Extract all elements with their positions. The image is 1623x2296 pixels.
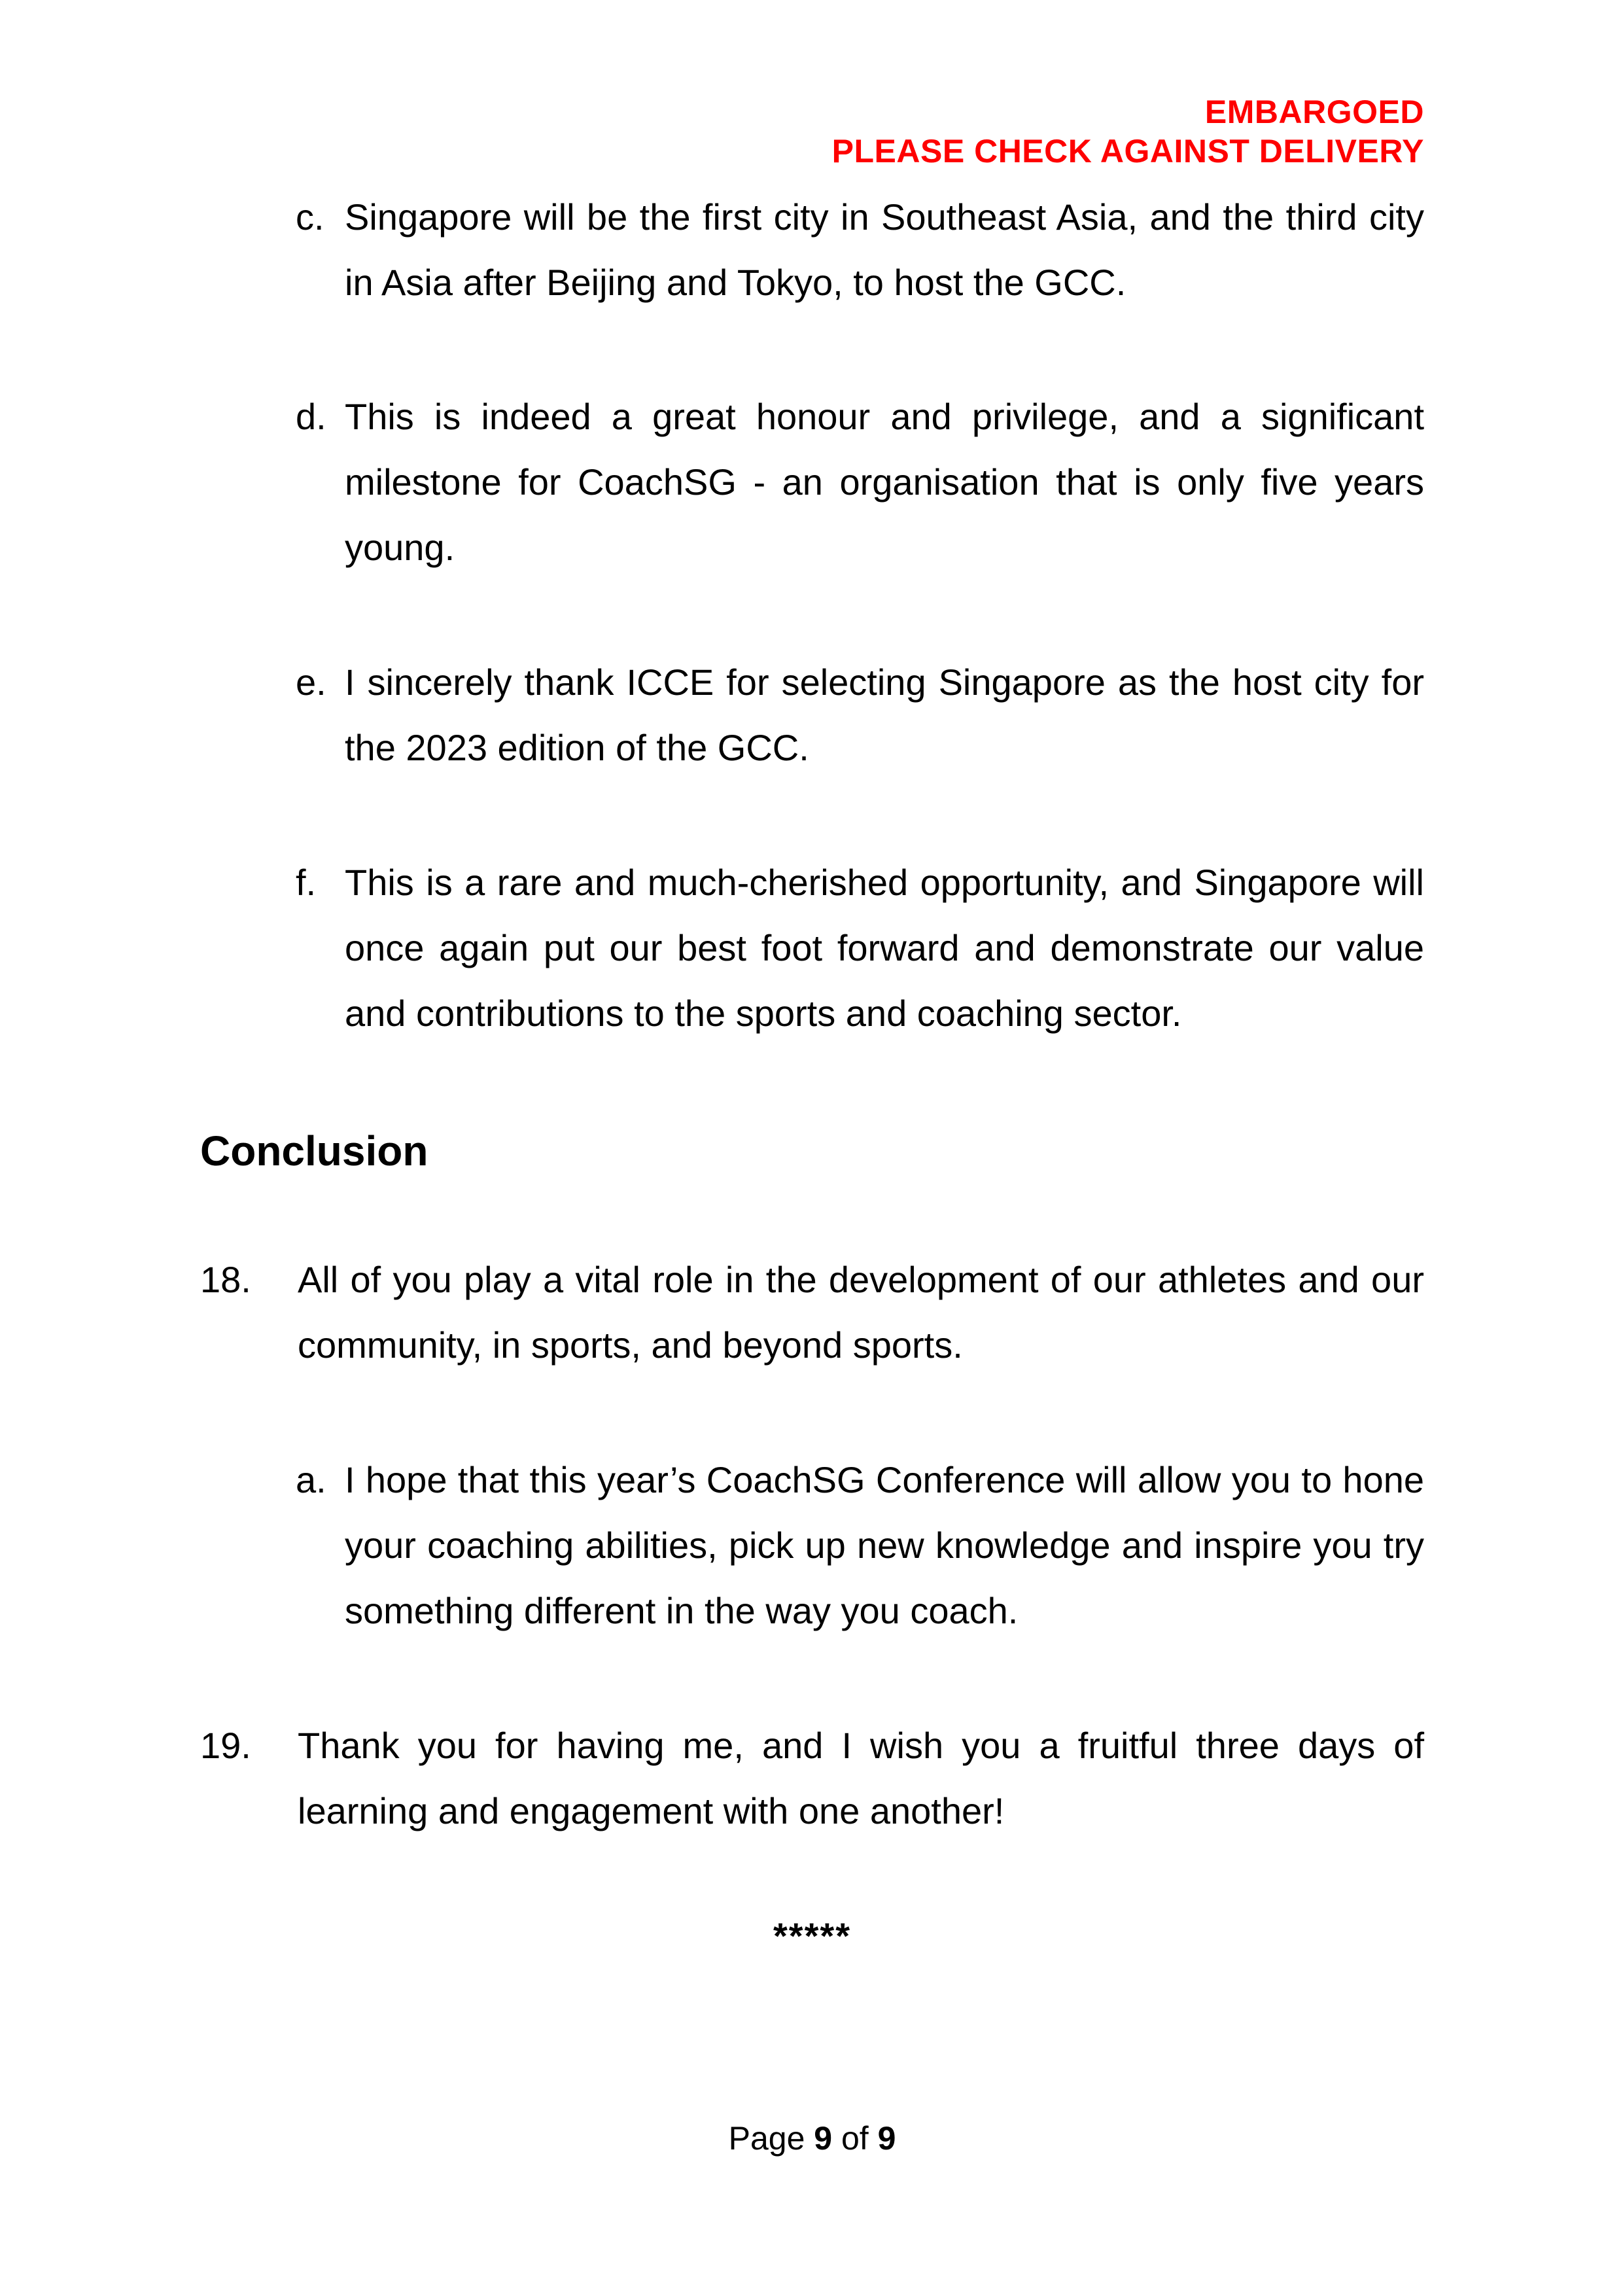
list-item-18a-text: I hope that this year’s CoachSG Conference will allow you to hone your coaching abilities, pick up new knowledge and inspire you try something different in the way you coach. <box>345 1459 1424 1631</box>
list-item-18a <box>296 1447 1424 1644</box>
list-item-f-text: This is a rare and much-cherished opportunity, and Singapore will once again put our best foot forward and demonstrate our value and contributions to the sports and coaching sector. <box>345 862 1424 1034</box>
embargo-line-2: PLEASE CHECK AGAINST DELIVERY <box>831 133 1424 169</box>
section-heading-conclusion: Conclusion <box>200 1127 428 1174</box>
list-item-18-text: All of you play a vital role in the development of our athletes and our community, in sports, and beyond sports. <box>298 1259 1424 1366</box>
list-item-19-marker: 19. <box>200 1725 251 1766</box>
list-item-e <box>296 650 1424 781</box>
list-item-c-text: Singapore will be the first city in Southeast Asia, and the third city in Asia after Beijing and Tokyo, to host the GCC. <box>345 196 1424 303</box>
list-item-e-text: I sincerely thank ICCE for selecting Singapore as the host city for the 2023 edition of the GCC. <box>345 662 1424 768</box>
list-item-c <box>296 185 1424 315</box>
list-item-d-text: This is indeed a great honour and privilege, and a significant milestone for CoachSG - an organisation that is only five years young. <box>345 396 1424 568</box>
list-item-d <box>296 384 1424 580</box>
list-item-c-marker: c. <box>296 196 324 238</box>
list-item-d-marker: d. <box>296 396 326 437</box>
list-item-18-marker: 18. <box>200 1259 251 1300</box>
list-item-f <box>296 850 1424 1046</box>
list-item-19-text: Thank you for having me, and I wish you a fruitful three days of learning and engagement with one another! <box>298 1725 1424 1831</box>
list-item-f-marker: f. <box>296 862 317 903</box>
list-item-e-marker: e. <box>296 662 326 703</box>
footer-of-word: of <box>832 2120 878 2157</box>
list-item-19 <box>200 1713 1424 1844</box>
page-footer <box>200 2120 1424 2158</box>
asterisk-separator: ***** <box>773 1915 851 1956</box>
footer-page-number: 9 <box>814 2120 833 2157</box>
embargo-header <box>832 92 1424 171</box>
list-item-18 <box>200 1247 1424 1378</box>
embargo-line-1: EMBARGOED <box>1204 94 1424 130</box>
list-item-18a-marker: a. <box>296 1459 326 1500</box>
footer-page-word: Page <box>728 2120 814 2157</box>
footer-total-pages: 9 <box>877 2120 896 2157</box>
